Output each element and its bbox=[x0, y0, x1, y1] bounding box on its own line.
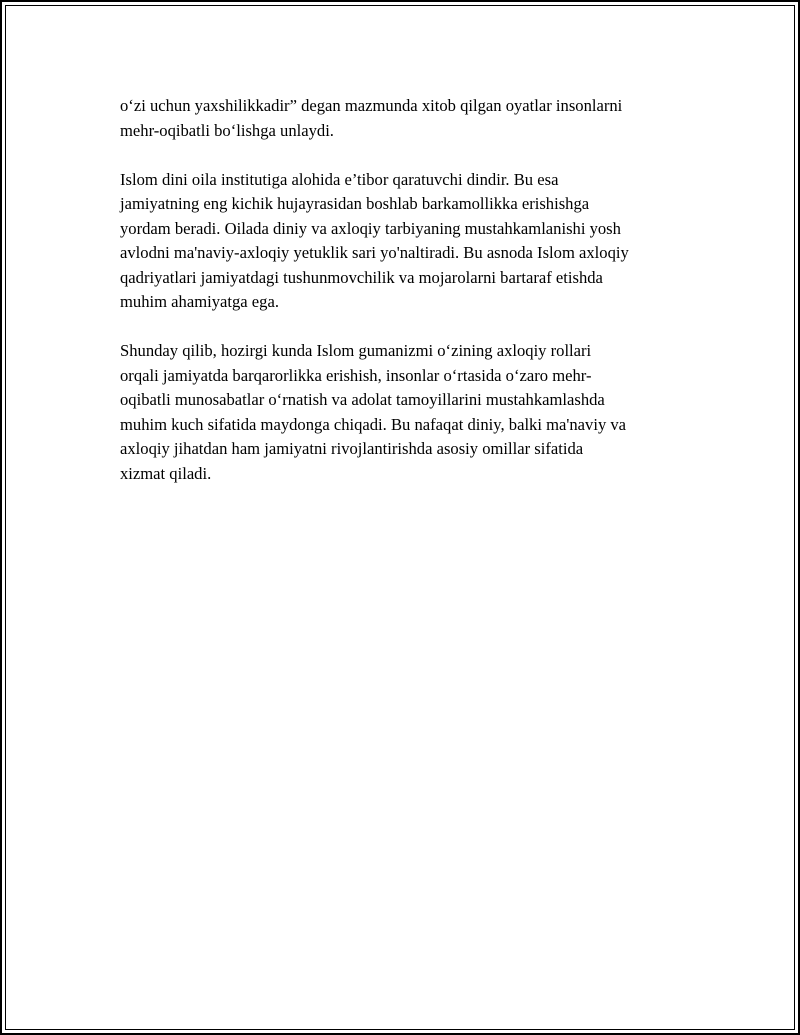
paragraph-1 bbox=[120, 94, 690, 143]
paragraph-3 bbox=[120, 339, 690, 486]
paragraph-line: muhim ahamiyatga ega. bbox=[120, 292, 279, 311]
paragraph-line: avlodni ma'naviy-axloqiy yetuklik sari yo'naltiradi. Bu asnoda Islom axloqiy bbox=[120, 243, 629, 262]
paragraph-line: Shunday qilib, hozirgi kunda Islom gumanizmi o‘zining axloqiy rollari bbox=[120, 341, 592, 360]
paragraph-line: yordam beradi. Oilada diniy va axloqiy tarbiyaning mustahkamlanishi yosh bbox=[120, 218, 621, 238]
paragraph-line: jamiyatning eng kichik hujayrasidan boshlab barkamollikka erishishga bbox=[120, 194, 590, 213]
paragraph-line: xizmat qiladi. bbox=[120, 463, 212, 483]
paragraph-line: mehr-oqibatli bo‘lishga unlaydi. bbox=[120, 120, 334, 140]
paragraph-2 bbox=[120, 168, 690, 315]
paragraph-line: orqali jamiyatda barqarorlikka erishish, insonlar o‘rtasida o‘zaro mehr- bbox=[120, 365, 592, 385]
document-body bbox=[120, 94, 690, 511]
paragraph-line: oqibatli munosabatlar o‘rnatish va adolat tamoyillarini mustahkamlashda bbox=[120, 390, 605, 409]
paragraph-line: muhim kuch sifatida maydonga chiqadi. Bu nafaqat diniy, balki ma'naviy va bbox=[120, 414, 627, 434]
paragraph-line: Islom dini oila institutiga alohida e’tibor qaratuvchi dindir. Bu esa bbox=[120, 169, 559, 189]
paragraph-line: o‘zi uchun yaxshilikkadir” degan mazmunda xitob qilgan oyatlar insonlarni bbox=[120, 96, 623, 115]
paragraph-line: qadriyatlari jamiyatdagi tushunmovchilik va mojarolarni bartaraf etishda bbox=[120, 267, 603, 287]
paragraph-line: axloqiy jihatdan ham jamiyatni rivojlantirishda asosiy omillar sifatida bbox=[120, 439, 584, 458]
